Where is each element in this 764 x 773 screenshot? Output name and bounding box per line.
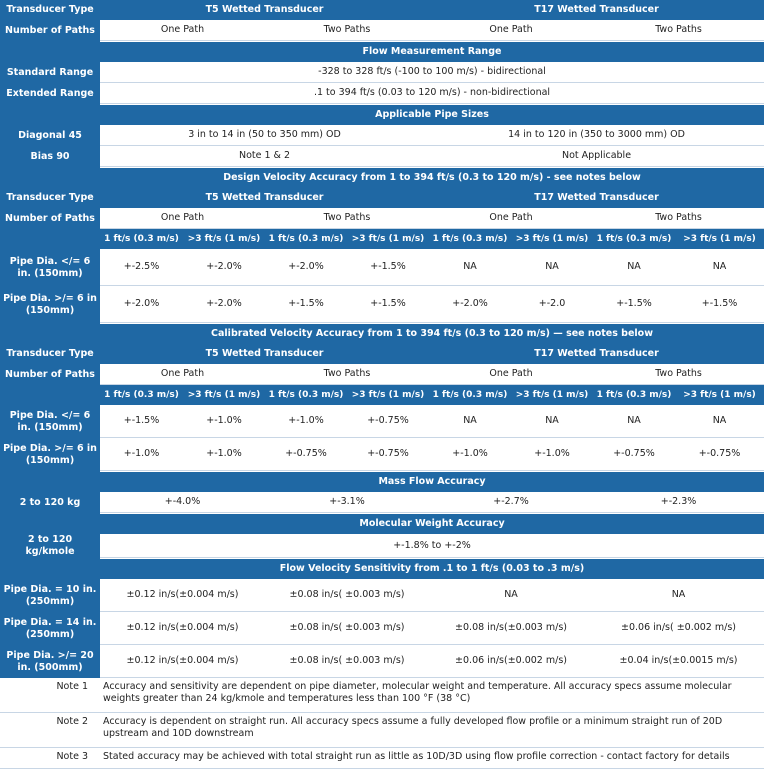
calibrated-accuracy-title: Calibrated Velocity Accuracy from 1 to 394 ft/s (0.3 to 120 m/s) — see notes below [100,323,764,344]
bias-90-t17: Not Applicable [429,146,764,167]
sensitivity-value: ±0.08 in/s( ±0.003 m/s) [265,579,429,612]
design-value: +-1.5% [347,286,429,323]
extended-range-label: Extended Range [0,83,100,104]
t17-header: T17 Wetted Transducer [429,188,764,208]
sensitivity-value: NA [593,579,764,612]
calibrated-value: +-1.5% [100,405,183,438]
t5-one-path: One Path [100,208,265,229]
calibrated-value: +-1.0% [183,405,265,438]
sensitivity-value: ±0.06 in/s(±0.002 m/s) [429,645,593,678]
design-value: NA [593,249,675,286]
mass-value: +-2.7% [429,492,593,513]
design-value: +-1.5% [675,286,764,323]
sensitivity-value: ±0.04 in/s(±0.0015 m/s) [593,645,764,678]
calibrated-value: NA [429,405,511,438]
design-value: NA [511,249,593,286]
design-value: +-1.5% [347,249,429,286]
calibrated-value: +-0.75% [675,438,764,471]
calibrated-value: +-1.0% [100,438,183,471]
t5-one-path: One Path [100,364,265,385]
blank-label-cell [0,229,100,249]
design-value: +-2.5% [100,249,183,286]
molecular-weight-title: Molecular Weight Accuracy [100,513,764,534]
t17-header: T17 Wetted Transducer [429,344,764,364]
bias-90-label: Bias 90 [0,146,100,167]
sub-header-1fts: 1 ft/s (0.3 m/s) [593,385,675,405]
number-of-paths-label: Number of Paths [0,364,100,385]
sub-header-3fts: >3 ft/s (1 m/s) [183,229,265,249]
design-value: +-2.0% [265,249,347,286]
mass-value: +-4.0% [100,492,265,513]
calibrated-value: +-0.75% [265,438,347,471]
t17-one-path: One Path [429,208,593,229]
transducer-type-label: Transducer Type [0,344,100,364]
pipe-dia-label: Pipe Dia. >/= 6 in (150mm) [0,438,100,471]
note-label: Note 1 [0,678,100,713]
pipe-dia-label: Pipe Dia. </= 6 in. (150mm) [0,405,100,438]
design-value: NA [429,249,511,286]
t17-header: T17 Wetted Transducer [429,0,764,20]
sub-header-3fts: >3 ft/s (1 m/s) [347,385,429,405]
diagonal-45-t17: 14 in to 120 in (350 to 3000 mm) OD [429,125,764,146]
sub-header-3fts: >3 ft/s (1 m/s) [183,385,265,405]
mass-range-label: 2 to 120 kg [0,492,100,513]
sub-header-1fts: 1 ft/s (0.3 m/s) [265,229,347,249]
blank-label-cell [0,471,100,492]
sensitivity-value: ±0.12 in/s(±0.004 m/s) [100,612,265,645]
t5-header: T5 Wetted Transducer [100,344,429,364]
t17-two-paths: Two Paths [593,20,764,41]
sub-header-1fts: 1 ft/s (0.3 m/s) [100,229,183,249]
t17-one-path: One Path [429,20,593,41]
t5-one-path: One Path [100,20,265,41]
molecular-range-label: 2 to 120 kg/kmole [0,534,100,558]
blank-label-cell [0,385,100,405]
sub-header-1fts: 1 ft/s (0.3 m/s) [429,385,511,405]
sensitivity-value: ±0.06 in/s( ±0.002 m/s) [593,612,764,645]
calibrated-value: +-1.0% [183,438,265,471]
blank-label-cell [0,167,100,188]
sub-header-1fts: 1 ft/s (0.3 m/s) [100,385,183,405]
sensitivity-title: Flow Velocity Sensitivity from .1 to 1 ft/s (0.03 to .3 m/s) [100,558,764,579]
note-label: Note 2 [0,713,100,748]
pipe-dia-label: Pipe Dia. >/= 6 in (150mm) [0,286,100,323]
calibrated-value: +-1.0% [265,405,347,438]
calibrated-value: +-0.75% [593,438,675,471]
blank-label-cell [0,104,100,125]
sub-header-1fts: 1 ft/s (0.3 m/s) [429,229,511,249]
mass-flow-title: Mass Flow Accuracy [100,471,764,492]
t17-one-path: One Path [429,364,593,385]
blank-label-cell [0,513,100,534]
diagonal-45-label: Diagonal 45 [0,125,100,146]
t5-header: T5 Wetted Transducer [100,188,429,208]
design-value: +-2.0% [429,286,511,323]
design-value: +-2.0% [183,286,265,323]
mass-value: +-3.1% [265,492,429,513]
t5-header: T5 Wetted Transducer [100,0,429,20]
sub-header-3fts: >3 ft/s (1 m/s) [347,229,429,249]
mass-value: +-2.3% [593,492,764,513]
blank-label-cell [0,558,100,579]
sensitivity-value: ±0.12 in/s(±0.004 m/s) [100,579,265,612]
t17-two-paths: Two Paths [593,208,764,229]
design-value: NA [675,249,764,286]
sub-header-3fts: >3 ft/s (1 m/s) [511,229,593,249]
sensitivity-value: ±0.12 in/s(±0.004 m/s) [100,645,265,678]
sub-header-3fts: >3 ft/s (1 m/s) [675,385,764,405]
t17-two-paths: Two Paths [593,364,764,385]
pipe-dia-label: Pipe Dia. </= 6 in. (150mm) [0,249,100,286]
flow-range-title: Flow Measurement Range [100,41,764,62]
design-value: +-2.0% [183,249,265,286]
t5-two-paths: Two Paths [265,208,429,229]
note-text: Accuracy is dependent on straight run. All accuracy specs assume a fully developed flow profile or a minimum straight run of 20D upstream and 10D downstream [100,713,764,748]
molecular-value: +-1.8% to +-2% [100,534,764,558]
extended-range-value: .1 to 394 ft/s (0.03 to 120 m/s) - non-bidirectional [100,83,764,104]
standard-range-value: -328 to 328 ft/s (-100 to 100 m/s) - bidirectional [100,62,764,83]
note-text: Stated accuracy may be achieved with total straight run as little as 10D/3D using flow profile correction - contact factory for details [100,748,764,769]
note-text: Accuracy and sensitivity are dependent on pipe diameter, molecular weight and temperature. All accuracy specs assume molecular weights greater than 24 kg/kmole and temperatures less than 100 °F (38 °C) [100,678,764,713]
sensitivity-value: ±0.08 in/s(±0.003 m/s) [429,612,593,645]
pipe-sizes-title: Applicable Pipe Sizes [100,104,764,125]
sensitivity-value: ±0.08 in/s( ±0.003 m/s) [265,645,429,678]
sub-header-1fts: 1 ft/s (0.3 m/s) [265,385,347,405]
blank-label-cell [0,323,100,344]
design-value: +-2.0% [100,286,183,323]
sub-header-1fts: 1 ft/s (0.3 m/s) [593,229,675,249]
transducer-type-label: Transducer Type [0,0,100,20]
number-of-paths-label: Number of Paths [0,208,100,229]
transducer-type-label: Transducer Type [0,188,100,208]
sub-header-3fts: >3 ft/s (1 m/s) [511,385,593,405]
design-value: +-1.5% [593,286,675,323]
calibrated-value: NA [511,405,593,438]
pipe-dia-label: Pipe Dia. >/= 20 in. (500mm) [0,645,100,678]
diagonal-45-t5: 3 in to 14 in (50 to 350 mm) OD [100,125,429,146]
number-of-paths-label: Number of Paths [0,20,100,41]
standard-range-label: Standard Range [0,62,100,83]
t5-two-paths: Two Paths [265,20,429,41]
calibrated-value: +-1.0% [429,438,511,471]
calibrated-value: NA [593,405,675,438]
bias-90-t5: Note 1 & 2 [100,146,429,167]
sensitivity-value: NA [429,579,593,612]
calibrated-value: +-0.75% [347,438,429,471]
design-value: +-1.5% [265,286,347,323]
pipe-dia-label: Pipe Dia. = 10 in. (250mm) [0,579,100,612]
blank-label-cell [0,41,100,62]
calibrated-value: NA [675,405,764,438]
calibrated-value: +-1.0% [511,438,593,471]
calibrated-value: +-0.75% [347,405,429,438]
design-accuracy-title: Design Velocity Accuracy from 1 to 394 ft/s (0.3 to 120 m/s) - see notes below [100,167,764,188]
design-value: +-2.0 [511,286,593,323]
note-label: Note 3 [0,748,100,769]
pipe-dia-label: Pipe Dia. = 14 in. (250mm) [0,612,100,645]
sub-header-3fts: >3 ft/s (1 m/s) [675,229,764,249]
t5-two-paths: Two Paths [265,364,429,385]
sensitivity-value: ±0.08 in/s( ±0.003 m/s) [265,612,429,645]
